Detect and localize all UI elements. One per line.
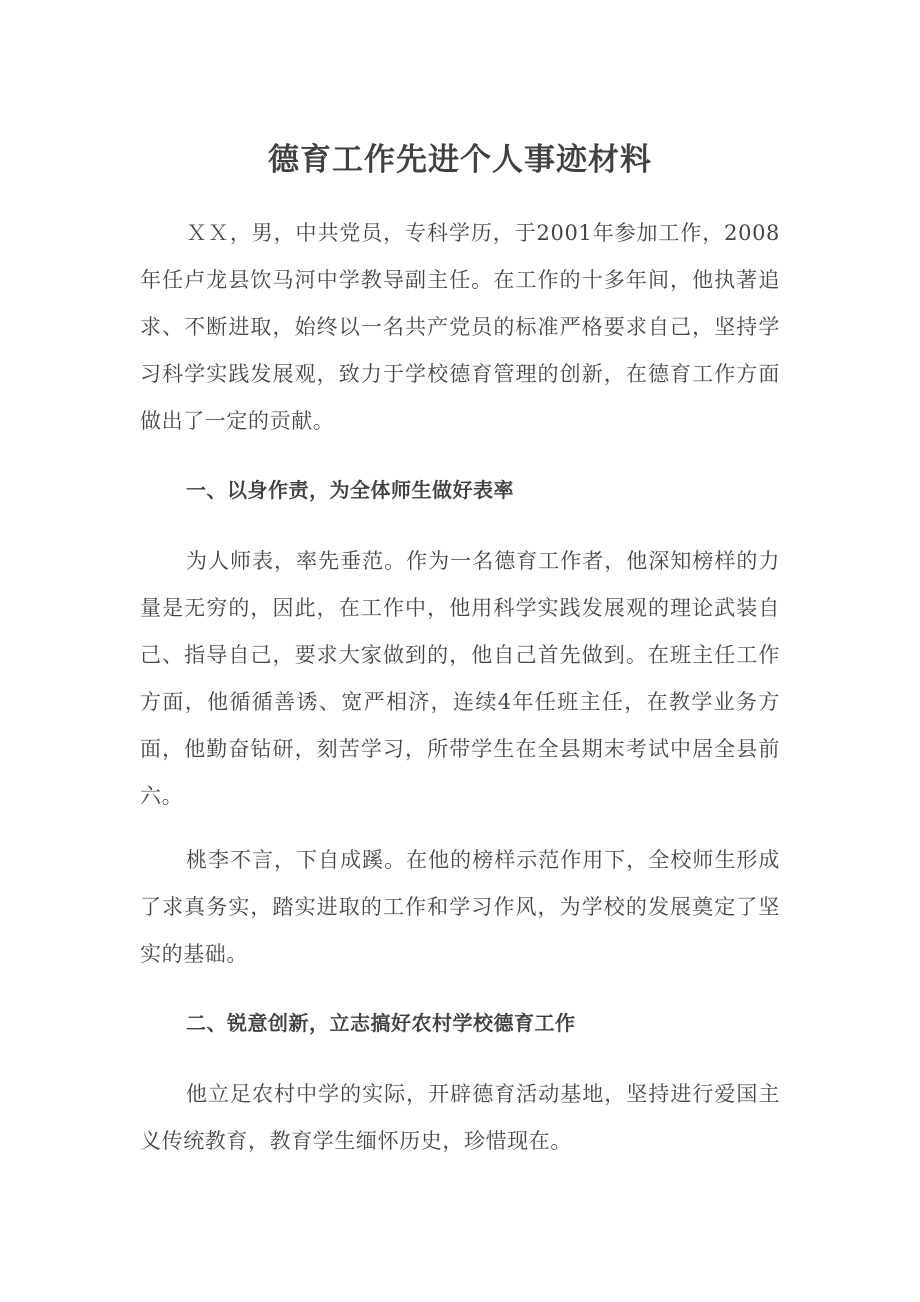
paragraph-role-model: 为人师表，率先垂范。作为一名德育工作者，他深知榜样的力量是无穷的，因此，在工作中，他用科学实践发展观的理论武装自己、指导自己，要求大家做到的，他自己首先做到。在班主任工作方面，他循循善诱、宽严相济，连续4年任班主任，在教学业务方面，他勤奋钻研，刻苦学习，所带学生在全县期末考试中居全县前六。: [140, 549, 780, 808]
paragraph-rural-education: 他立足农村中学的实际，开辟德育活动基地，坚持进行爱国主义传统教育，教育学生缅怀历史，珍惜现在。: [140, 1082, 780, 1153]
paragraph-intro: ＸＸ，男，中共党员，专科学历，于2001年参加工作，2008年任卢龙县饮马河中学教导副主任。在工作的十多年间，他执著追求、不断进取，始终以一名共产党员的标准严格要求自己，坚持学习科学实践发展观，致力于学校德育管理的创新，在德育工作方面做出了一定的贡献。: [140, 221, 780, 433]
document-title: 德育工作先进个人事迹材料: [268, 142, 652, 178]
paragraph-influence: 桃李不言，下自成蹊。在他的榜样示范作用下，全校师生形成了求真务实，踏实进取的工作和学习作风，为学校的发展奠定了坚实的基础。: [140, 848, 780, 966]
section-heading-2: 二、锐意创新，立志搞好农村学校德育工作: [186, 1011, 576, 1035]
section-heading-1: 一、以身作责，为全体师生做好表率: [186, 478, 514, 502]
